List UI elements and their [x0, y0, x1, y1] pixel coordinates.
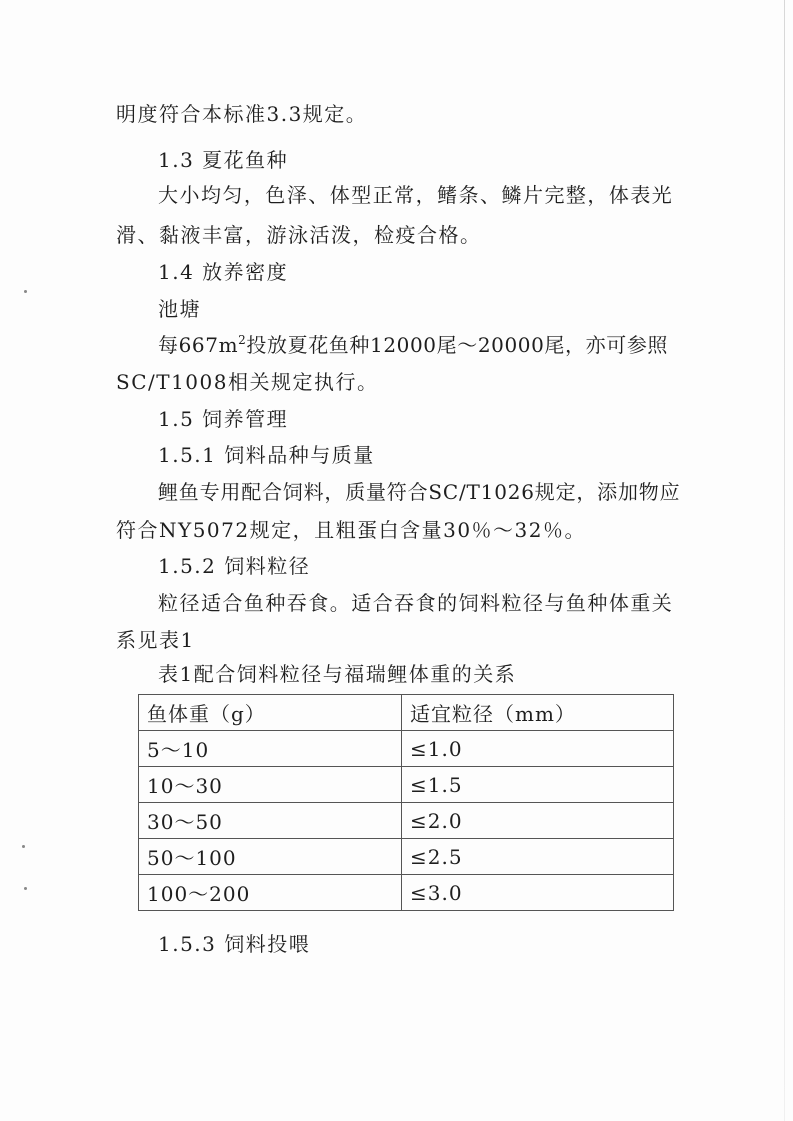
superscript: 2: [238, 333, 247, 347]
paragraph-line: 明度符合本标准3.3规定。: [116, 102, 368, 126]
table-header-row: [139, 695, 674, 731]
table-cell: 10～30: [139, 767, 402, 803]
scan-speck: [22, 845, 25, 848]
stocking-text-part: 投放夏花鱼种12000尾～20000尾，亦可参照: [246, 333, 669, 357]
scan-speck: [24, 887, 27, 890]
table-row: [139, 767, 674, 803]
table-cell: 100～200: [139, 875, 402, 911]
paragraph-line: 鲤鱼专用配合饲料，质量符合SC/T1026规定，添加物应: [158, 480, 681, 504]
section-heading-1-5-2: 1.5.2 饲料粒径: [158, 554, 311, 578]
paragraph-line: 滑、黏液丰富，游泳活泼，检疫合格。: [116, 223, 482, 247]
table-cell: ≤3.0: [402, 875, 674, 911]
paragraph-line: 大 小 均 匀 ， 色 泽 、 体 型 正 常 ， 鳍 条 、 鳞 片 完 整 ， 体 表 光: [158, 183, 672, 207]
section-heading-1-5: 1.5 饲养管理: [158, 407, 289, 431]
table-cell: ≤2.0: [402, 803, 674, 839]
paragraph-line: 粒 径 适 合 鱼 种 吞 食 。 适 合 吞 食 的 饲 料 粒 径 与 鱼 种 体 重 关: [158, 591, 672, 615]
section-heading-1-4: 1.4 放养密度: [158, 260, 289, 284]
table-row: [139, 839, 674, 875]
section-heading-1-3: 1.3 夏花鱼种: [158, 148, 289, 172]
scan-speck: [24, 290, 27, 293]
table-row: [139, 731, 674, 767]
section-heading-1-5-3: 1.5.3 饲料投喂: [158, 932, 311, 956]
table-cell: 30～50: [139, 803, 402, 839]
table-caption: 表1配合饲料粒径与福瑞鲤体重的关系: [158, 662, 517, 686]
table-cell: 50～100: [139, 839, 402, 875]
table-cell: ≤2.5: [402, 839, 674, 875]
feed-particle-size-table: [138, 694, 674, 911]
table-cell: 5～10: [139, 731, 402, 767]
paragraph-line: 系见表1: [116, 628, 195, 652]
paragraph-line: 符合NY5072规定，且粗蛋白含量30％～32％。: [116, 518, 586, 542]
paragraph-line: SC/T1008相关规定执行。: [116, 370, 379, 394]
table-row: [139, 875, 674, 911]
paragraph-line: [158, 331, 672, 359]
table-header-cell: 鱼体重（g）: [139, 695, 402, 731]
table-cell: ≤1.0: [402, 731, 674, 767]
table-row: [139, 803, 674, 839]
section-heading-1-5-1: 1.5.1 饲料品种与质量: [158, 443, 375, 467]
stocking-text-part: 每667m: [158, 333, 239, 357]
scan-edge: [784, 0, 785, 1121]
table-header-cell: 适宜粒径（mm）: [402, 695, 674, 731]
subheading-pond: 池塘: [158, 297, 201, 321]
table-cell: ≤1.5: [402, 767, 674, 803]
